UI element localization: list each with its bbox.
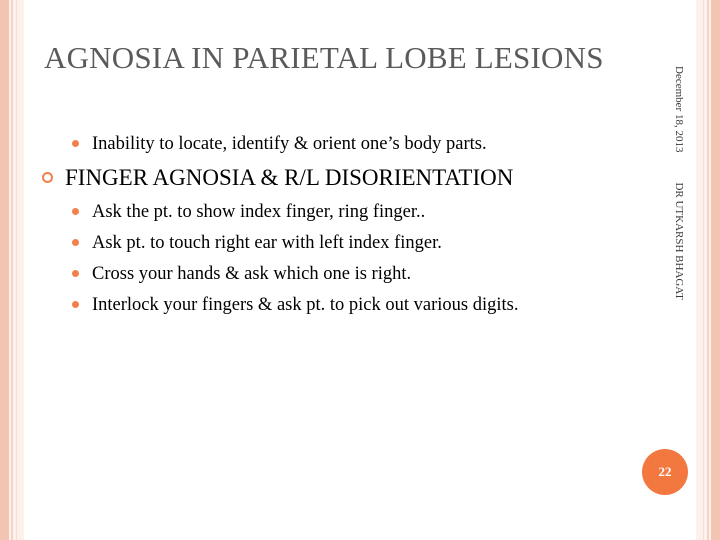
bullet-dot-icon: [72, 140, 79, 147]
list-item: [62, 263, 637, 285]
left-stripe: [0, 0, 9, 540]
right-stripe: [711, 0, 720, 540]
bullet-text: Ask pt. to touch right ear with left index finger.: [92, 233, 442, 253]
page-number-badge: [642, 449, 688, 495]
bullet-text: FINGER AGNOSIA & R/L DISORIENTATION: [65, 165, 514, 190]
bullet-text: Interlock your fingers & ask pt. to pick out various digits.: [92, 295, 519, 315]
bullet-text: Ask the pt. to show index finger, ring finger..: [92, 202, 426, 222]
bullet-dot-icon: [72, 239, 79, 246]
list-item: [41, 164, 637, 192]
slide-title: AGNOSIA IN PARIETAL LOBE LESIONS: [44, 40, 604, 75]
slide-date: December 18, 2013: [673, 66, 685, 153]
bullet-dot-icon: [72, 270, 79, 277]
left-stripe: [16, 0, 17, 540]
right-stripe: [707, 0, 709, 540]
bullet-list: [62, 133, 637, 325]
bullet-text: Inability to locate, identify & orient one’s body parts.: [92, 134, 487, 154]
page-number: 22: [658, 464, 672, 479]
footer-vertical: [666, 66, 686, 396]
list-item: [62, 232, 637, 254]
bullet-text: Cross your hands & ask which one is right.: [92, 264, 412, 284]
slide-author: DR UTKARSH BHAGAT: [673, 182, 685, 300]
list-item: [62, 133, 637, 155]
left-stripe: [11, 0, 13, 540]
bullet-dot-icon: [72, 208, 79, 215]
bullet-ring-icon: [42, 172, 53, 183]
right-stripe: [703, 0, 704, 540]
bullet-dot-icon: [72, 301, 79, 308]
list-item: [62, 201, 637, 223]
list-item: [62, 294, 637, 316]
